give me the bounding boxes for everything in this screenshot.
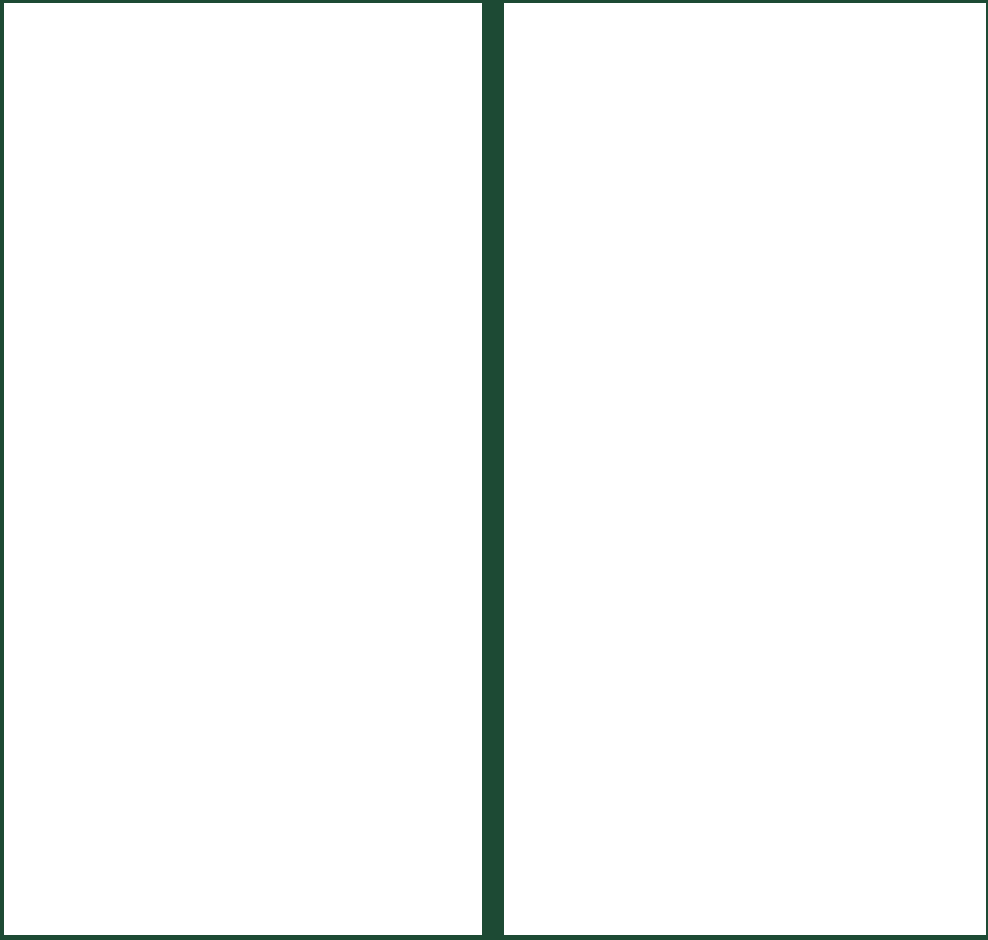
symbol-table-left bbox=[4, 3, 482, 935]
symbol-table-right bbox=[504, 3, 986, 935]
